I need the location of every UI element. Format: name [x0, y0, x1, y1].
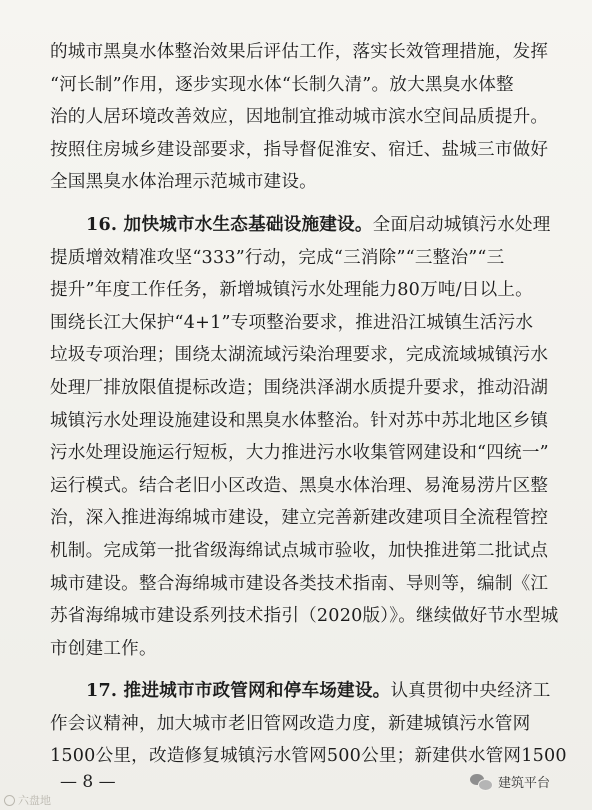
section-16-line: 城市建设。整合海绵城市建设各类技术指南、导则等，编制《江	[50, 573, 549, 594]
section-17-first-text: 认真贯彻中央经济工	[390, 681, 551, 702]
section-16-line: 提升”年度工作任务，新增城镇污水处理能力80万吨/日以上。	[50, 280, 533, 301]
body-line: 按照住房城乡建设部要求，指导督促淮安、宿迁、盐城三市做好	[50, 139, 549, 160]
section-16-line: 垃圾专项治理；围绕太湖流域污染治理要求，完成流域城镇污水	[50, 345, 549, 366]
body-line: 全国黑臭水体治理示范城市建设。	[50, 172, 317, 193]
watermark-right	[470, 772, 550, 791]
body-line: “河长制”作用，逐步实现水体“长制久清”。放大黑臭水体整	[50, 74, 514, 95]
section-16-heading: 16. 加快城市水生态基础设施建设。	[86, 213, 373, 235]
section-16-line: 处理厂排放限值提标改造；围绕洪泽湖水质提升要求，推动沿湖	[50, 377, 549, 398]
section-16-line: 市创建工作。	[50, 638, 157, 659]
section-16-first-line	[50, 209, 550, 242]
section-17-line: 作会议精神，加大城市老旧管网改造力度，新建城镇污水管网	[50, 713, 531, 734]
section-16-line: 污水处理设施运行短板，大力推进污水收集管网建设和“四统一”	[50, 443, 549, 464]
watermark-logo-icon	[4, 795, 15, 806]
wechat-icon	[470, 773, 492, 791]
watermark-right-text: 建筑平台	[498, 776, 551, 791]
section-16-line: 苏省海绵城市建设系列技术指引（2020版）》。继续做好节水型城	[50, 606, 559, 627]
watermark-left-text: 六盘地	[18, 794, 51, 807]
body-line: 治的人居环境改善效应，因地制宜推动城市滨水空间品质提升。	[50, 107, 549, 128]
body-line: 的城市黑臭水体整治效果后评估工作，落实长效管理措施，发挥	[50, 42, 549, 62]
section-16-line: 机制。完成第一批省级海绵试点城市验收，加快推进第二批试点	[50, 540, 549, 561]
section-17-first-line	[50, 675, 550, 708]
section-16-line: 运行模式。结合老旧小区改造、黑臭水体治理、易淹易涝片区整	[50, 475, 549, 496]
section-17-line: 1500公里，改造修复城镇污水管网500公里；新建供水管网1500	[50, 746, 567, 767]
section-16-line: 提质增效精准攻坚“333”行动，完成“三消除”“三整治”“三	[50, 247, 505, 268]
section-16-line: 城镇污水处理设施建设和黑臭水体整治。针对苏中苏北地区乡镇	[50, 410, 549, 431]
page-number: — 8 —	[60, 772, 116, 792]
section-16-line: 围绕长江大保护“4+1”专项整治要求，推进沿江城镇生活污水	[50, 312, 534, 333]
section-16-line: 治，深入推进海绵城市建设，建立完善新建改建项目全流程管控	[50, 508, 549, 529]
document-body	[50, 36, 567, 773]
watermark-left	[4, 792, 51, 808]
section-16-first-text: 全面启动城镇污水处理	[372, 214, 551, 235]
section-17-heading: 17. 推进城市市政管网和停车场建设。	[86, 680, 391, 702]
